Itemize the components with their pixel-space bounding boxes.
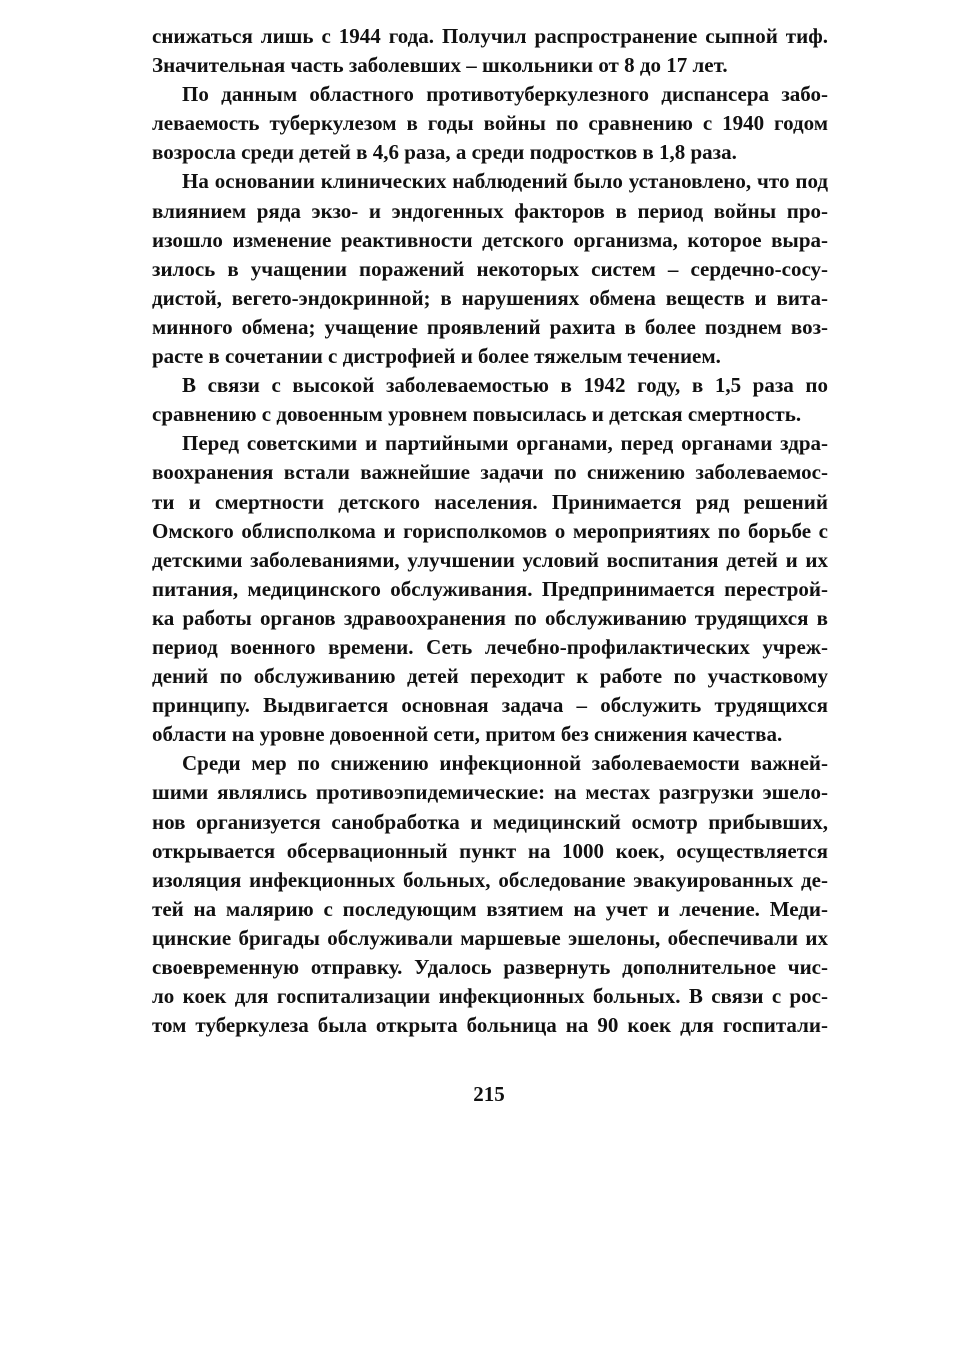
text-line: шими являлись противоэпидемические: на местах разгрузки эшело- <box>152 780 828 805</box>
text-line: леваемость туберкулезом в годы войны по сравнению с 1940 годом <box>152 111 828 136</box>
text-line: ти и смертности детского населения. Принимается ряд решений <box>152 489 828 514</box>
text-line: питания, медицинского обслуживания. Предпринимается перестрой- <box>152 576 828 601</box>
text-line: возросла среди детей в 4,6 раза, а среди подростков в 1,8 раза. <box>152 140 737 165</box>
text-line: воохранения встали важнейшие задачи по снижению заболеваемос- <box>152 460 828 485</box>
text-line: цинские бригады обслуживали маршевые эшелоны, обеспечивали их <box>152 925 828 950</box>
page-number: 215 <box>473 1082 505 1106</box>
text-line: изоляция инфекционных больных, обследование эвакуированных де- <box>152 867 828 892</box>
text-line: нов организуется санобработка и медицинский осмотр прибывших, <box>152 809 828 834</box>
text-line: В связи с высокой заболеваемостью в 1942 году, в 1,5 раза по <box>182 373 828 398</box>
text-line: принципу. Выдвигается основная задача – обслужить трудящихся <box>152 693 828 718</box>
text-line: том туберкулеза была открыта больница на 90 коек для госпитали- <box>152 1013 828 1038</box>
text-line: своевременную отправку. Удалось развернуть дополнительное чис- <box>152 955 828 979</box>
text-line: детскими заболеваниями, улучшении условий воспитания детей и их <box>152 547 828 572</box>
text-line: расте в сочетании с дистрофией и более тяжелым течением. <box>152 344 721 369</box>
text-line: изошло изменение реактивности детского организма, которое выра- <box>152 227 828 252</box>
text-line: дений по обслуживанию детей переходит к работе по участковому <box>152 664 828 689</box>
text-line: Омского облисполкома и горисполкомов о мероприятиях по борьбе с <box>152 518 828 543</box>
text-line: тей на малярию с последующим взятием на учет и лечение. Меди- <box>152 896 828 921</box>
text-line: области на уровне довоенной сети, притом без снижения качества. <box>152 722 783 747</box>
text-line: дистой, вегето-эндокринной; в нарушениях обмена веществ и вита- <box>152 285 828 310</box>
text-line: Значительная часть заболевших – школьники от 8 до 17 лет. <box>152 53 728 78</box>
text-line: снижаться лишь с 1944 года. Получил распространение сыпной тиф. <box>152 24 828 48</box>
text-line: открывается обсервационный пункт на 1000 коек, осуществляется <box>152 838 828 863</box>
text-line: По данным областного противотуберкулезного диспансера забо- <box>182 82 828 107</box>
text-line: ка работы органов здравоохранения по обслуживанию трудящихся в <box>152 605 828 630</box>
text-line: период военного времени. Сеть лечебно-профилактических учреж- <box>152 634 828 659</box>
text-line: Среди мер по снижению инфекционной заболеваемости важней- <box>182 751 828 776</box>
text-line: зилось в учащении поражений некоторых систем – сердечно-сосу- <box>152 256 828 281</box>
text-line: влиянием ряда экзо- и эндогенных факторов в период войны про- <box>152 198 828 223</box>
text-line: ло коек для госпитализации инфекционных больных. В связи с рос- <box>152 984 828 1009</box>
text-line: минного обмена; учащение проявлений рахита в более позднем воз- <box>152 314 828 339</box>
body-text <box>152 22 828 1040</box>
text-line: На основании клинических наблюдений было установлено, что под <box>182 169 828 194</box>
text-line: сравнению с довоенным уровнем повысилась и детская смертность. <box>152 402 802 427</box>
text-line: Перед советскими и партийными органами, перед органами здра- <box>182 431 828 456</box>
